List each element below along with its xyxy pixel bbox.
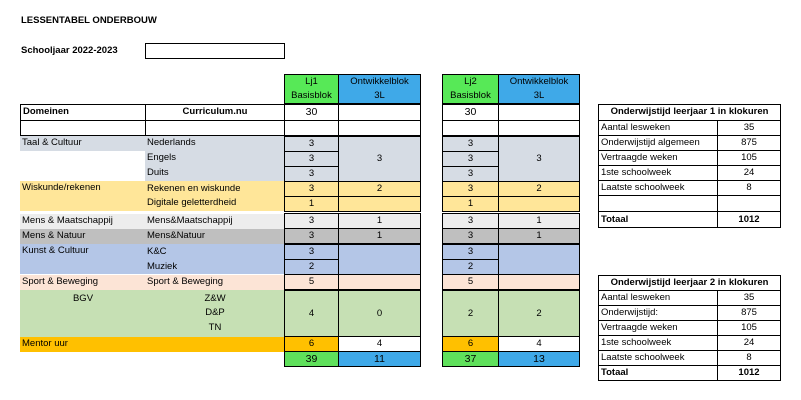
ob2-cell [498, 196, 580, 212]
panel1-value: 105 [717, 150, 781, 166]
curriculum-item: Engels [147, 152, 177, 163]
header-ob2-line1: Ontwikkelblok [509, 76, 569, 87]
lj1-cell: 4 [284, 290, 339, 337]
panel1-total-label: Totaal [598, 211, 718, 228]
lj1-total: 39 [284, 351, 339, 367]
lj1-cell: 3 [284, 213, 339, 229]
ob1-cell [338, 274, 421, 290]
ob1-empty-top [338, 104, 421, 121]
header-lj1-line1: Lj1 [305, 76, 318, 87]
panel1-label: Onderwijstijd algemeen [598, 135, 718, 151]
lj2-total: 37 [442, 351, 499, 367]
ob2-cell: 1 [498, 228, 580, 244]
lj1-cell: 2 [284, 259, 339, 275]
ob2-cell: 2 [498, 181, 580, 197]
ob2-cell [498, 244, 580, 275]
panel1-blank [717, 195, 781, 212]
domain-sport: Sport & Beweging [20, 275, 146, 290]
header-curriculum: Curriculum.nu [145, 104, 285, 121]
schoolyear-label: Schooljaar 2022-2023 [21, 45, 118, 56]
lj2-cell: 3 [442, 213, 499, 229]
panel2-label: Laatste schoolweek [598, 350, 718, 366]
panel2-value: 105 [717, 320, 781, 336]
curriculum-item: Digitale geletterdheid [147, 197, 237, 208]
panel1-value: 8 [717, 180, 781, 196]
lj1-cell: 1 [284, 196, 339, 212]
curriculum-item: Sport & Beweging [145, 275, 285, 290]
panel1-label: Vertraagde weken [598, 150, 718, 166]
ob1-cell: 0 [338, 290, 421, 337]
ob1-cell: 1 [338, 213, 421, 229]
lj2-cell: 3 [442, 181, 499, 197]
panel2-total-label: Totaal [598, 365, 718, 381]
spacer-cell [20, 120, 146, 136]
curriculum-item: Nederlands [147, 137, 196, 148]
ob1-cell [338, 196, 421, 212]
curriculum-item: K&C [147, 246, 167, 257]
panel1-total-value: 1012 [717, 211, 781, 228]
ob2-empty-top [498, 104, 580, 121]
lj1-total-top: 30 [284, 104, 339, 121]
header-ob1-line2: 3L [374, 90, 385, 101]
curriculum-item: Duits [147, 167, 169, 178]
domain-kunst: Kunst & Cultuur [20, 244, 146, 274]
ob1-cell: 4 [338, 336, 421, 352]
ob2-cell [498, 274, 580, 290]
domain-wiskunde: Wiskunde/rekenen [20, 181, 146, 211]
curriculum-item: D&P [205, 307, 225, 318]
ob1-total: 11 [338, 351, 421, 367]
curriculum-item: Z&W [204, 293, 226, 304]
panel2-label: Vertraagde weken [598, 320, 718, 336]
spacer-cell [284, 120, 339, 136]
curriculum-item: Mens&Maatschappij [145, 214, 285, 229]
ob1-cell: 1 [338, 228, 421, 244]
ob2-cell: 3 [498, 136, 580, 182]
ob2-total: 13 [498, 351, 580, 367]
panel1-label: Laatste schoolweek [598, 180, 718, 196]
panel2-total-value: 1012 [717, 365, 781, 381]
panel1-label: Aantal lesweken [598, 120, 718, 136]
lj2-cell: 3 [442, 151, 499, 167]
spacer-cell [498, 120, 580, 136]
panel2-title: Onderwijstijd leerjaar 2 in klokuren [598, 275, 781, 291]
panel1-value: 24 [717, 165, 781, 181]
curriculum-item: Mens&Natuur [145, 229, 285, 244]
lj1-cell: 6 [284, 336, 339, 352]
ob1-cell: 2 [338, 181, 421, 197]
curriculum-item: TN [208, 322, 222, 333]
lj2-cell: 3 [442, 244, 499, 260]
panel2-value: 8 [717, 350, 781, 366]
schoolyear-input[interactable] [145, 43, 285, 59]
spacer-cell [145, 120, 285, 136]
ob2-cell: 1 [498, 213, 580, 229]
ob2-cell: 4 [498, 336, 580, 352]
domain-taal: Taal & Cultuur [20, 136, 146, 151]
lj2-total-top: 30 [442, 104, 499, 121]
panel2-label: Aantal lesweken [598, 290, 718, 306]
lj1-cell: 5 [284, 274, 339, 290]
lj1-cell: 3 [284, 166, 339, 182]
panel2-value: 24 [717, 335, 781, 351]
lj2-cell: 1 [442, 196, 499, 212]
ob1-cell: 3 [338, 136, 421, 182]
domain-bgv: BGV [72, 293, 94, 304]
lj2-cell: 2 [442, 259, 499, 275]
panel1-label: 1ste schoolweek [598, 165, 718, 181]
lj1-cell: 3 [284, 228, 339, 244]
lj2-cell: 5 [442, 274, 499, 290]
panel1-blank [598, 195, 718, 212]
curriculum-item: Rekenen en wiskunde [147, 183, 241, 194]
header-lj1-line2: Basisblok [291, 90, 332, 101]
panel1-title: Onderwijstijd leerjaar 1 in klokuren [598, 104, 781, 121]
panel2-value: 35 [717, 290, 781, 306]
header-lj1 [284, 74, 339, 104]
header-ob1 [338, 74, 421, 104]
header-lj2 [442, 74, 499, 104]
header-ob2 [498, 74, 580, 104]
mentor-bg [145, 337, 285, 352]
lj2-cell: 3 [442, 166, 499, 182]
lj1-cell: 3 [284, 244, 339, 260]
header-ob2-line2: 3L [533, 90, 545, 101]
ob1-cell [338, 244, 421, 275]
spacer-cell [442, 120, 499, 136]
header-ob1-line1: Ontwikkelblok [350, 76, 409, 87]
lj2-cell: 2 [442, 290, 499, 337]
lj2-cell: 3 [442, 228, 499, 244]
lj2-cell: 3 [442, 136, 499, 152]
panel1-value: 35 [717, 120, 781, 136]
panel2-label: 1ste schoolweek [598, 335, 718, 351]
header-lj2-line2: Basisblok [450, 90, 491, 101]
page-title: LESSENTABEL ONDERBOUW [21, 15, 157, 26]
ob2-cell: 2 [498, 290, 580, 337]
lj1-cell: 3 [284, 151, 339, 167]
lj2-cell: 6 [442, 336, 499, 352]
lj1-cell: 3 [284, 181, 339, 197]
domain-mm: Mens & Maatschappij [20, 214, 146, 229]
curriculum-item: Muziek [147, 261, 178, 272]
header-lj2-line1: Lj2 [464, 76, 477, 87]
domain-mentor: Mentor uur [20, 337, 146, 352]
domain-mn: Mens & Natuur [20, 229, 146, 244]
header-domeinen: Domeinen [20, 104, 146, 121]
panel2-value: 875 [717, 305, 781, 321]
lj1-cell: 3 [284, 136, 339, 152]
panel2-label: Onderwijstijd: [598, 305, 718, 321]
spacer-cell [338, 120, 421, 136]
panel1-value: 875 [717, 135, 781, 151]
